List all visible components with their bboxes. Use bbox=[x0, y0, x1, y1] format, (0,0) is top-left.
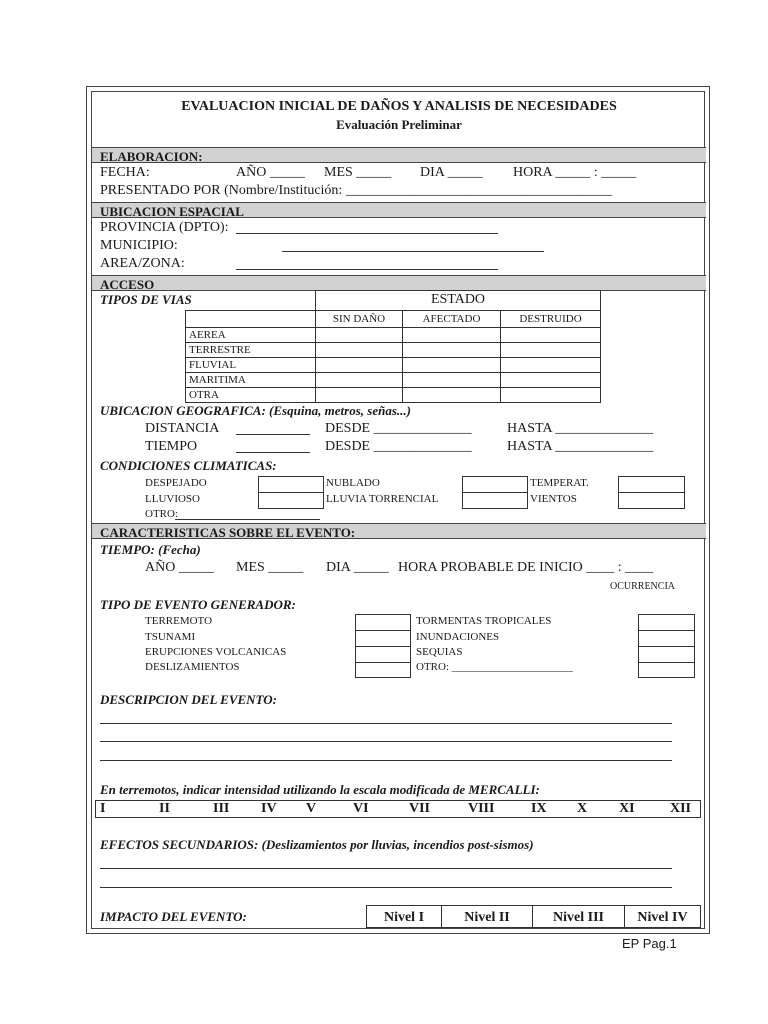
mercalli-label: En terremotos, indicar intensidad utilizando la escala modificada de MERCALLI: bbox=[100, 782, 540, 797]
vias-table bbox=[185, 310, 601, 403]
efectos-line-2[interactable] bbox=[100, 887, 672, 888]
temperat-checkbox[interactable] bbox=[618, 476, 685, 493]
desde-field-2[interactable]: DESDE ______________ bbox=[325, 439, 472, 454]
mercalli-iii[interactable]: III bbox=[213, 801, 230, 816]
col-afectado: AFECTADO bbox=[403, 311, 501, 328]
descripcion-label: DESCRIPCION DEL EVENTO: bbox=[100, 692, 277, 707]
municipio-label: MUNICIPIO: bbox=[100, 238, 178, 253]
tiempo-label: TIEMPO bbox=[145, 439, 198, 454]
cell[interactable] bbox=[316, 388, 403, 403]
form-subtitle: Evaluación Preliminar bbox=[336, 117, 462, 132]
terremoto-checkbox[interactable] bbox=[355, 614, 411, 631]
provincia-label: PROVINCIA (DPTO): bbox=[100, 220, 229, 235]
form-title: EVALUACION INICIAL DE DAÑOS Y ANALISIS DE NECESIDADES bbox=[181, 99, 617, 114]
mercalli-viii[interactable]: VIII bbox=[468, 801, 495, 816]
clima-label: CONDICIONES CLIMATICAS: bbox=[100, 458, 277, 473]
erupciones-label: ERUPCIONES VOLCANICAS bbox=[145, 646, 287, 658]
row-terrestre: TERRESTRE bbox=[186, 343, 316, 358]
efectos-label: EFECTOS SECUNDARIOS: (Deslizamientos por lluvias, incendios post-sismos) bbox=[100, 837, 534, 852]
tormentas-label: TORMENTAS TROPICALES bbox=[416, 615, 552, 627]
deslizamientos-checkbox[interactable] bbox=[355, 662, 411, 678]
cell[interactable] bbox=[403, 358, 501, 373]
tormentas-checkbox[interactable] bbox=[638, 614, 695, 631]
evento-tiempo-label: TIEMPO: (Fecha) bbox=[100, 542, 201, 557]
mes-field[interactable]: MES _____ bbox=[324, 165, 392, 180]
ubicacion-geo-label: UBICACION GEOGRAFICA: (Esquina, metros, señas...) bbox=[100, 403, 411, 418]
efectos-line-1[interactable] bbox=[100, 868, 672, 869]
tsunami-label: TSUNAMI bbox=[145, 631, 196, 643]
estado-label: ESTADO bbox=[430, 292, 486, 307]
cell[interactable] bbox=[316, 358, 403, 373]
cell[interactable] bbox=[403, 328, 501, 343]
dia-field[interactable]: DIA _____ bbox=[420, 165, 483, 180]
mercalli-v[interactable]: V bbox=[306, 801, 317, 816]
cell[interactable] bbox=[501, 373, 601, 388]
despejado-checkbox[interactable] bbox=[258, 476, 324, 493]
area-label: AREA/ZONA: bbox=[100, 256, 185, 271]
nivel-i[interactable]: Nivel I bbox=[366, 905, 442, 928]
mercalli-i[interactable]: I bbox=[100, 801, 106, 816]
mercalli-scale bbox=[95, 800, 701, 818]
descripcion-line-1[interactable] bbox=[100, 723, 672, 724]
col-destruido: DESTRUIDO bbox=[501, 311, 601, 328]
evento-ano-field[interactable]: AÑO _____ bbox=[145, 560, 214, 575]
distancia-input-line[interactable] bbox=[236, 434, 310, 435]
cell[interactable] bbox=[501, 358, 601, 373]
temperat-label: TEMPERAT. bbox=[530, 477, 589, 489]
cell[interactable] bbox=[501, 328, 601, 343]
cell[interactable] bbox=[403, 373, 501, 388]
tiempo-input-line[interactable] bbox=[236, 452, 310, 453]
nivel-ii[interactable]: Nivel II bbox=[441, 905, 533, 928]
descripcion-line-3[interactable] bbox=[100, 760, 672, 761]
municipio-input-line[interactable] bbox=[282, 251, 544, 252]
desde-field-1[interactable]: DESDE ______________ bbox=[325, 421, 472, 436]
otro-evento-checkbox[interactable] bbox=[638, 662, 695, 678]
cell[interactable] bbox=[403, 343, 501, 358]
presentado-field[interactable]: PRESENTADO POR (Nombre/Institución: ______________________________________ bbox=[100, 183, 612, 198]
tipo-evento-label: TIPO DE EVENTO GENERADOR: bbox=[100, 597, 296, 612]
vientos-checkbox[interactable] bbox=[618, 492, 685, 509]
col-sin-dano: SIN DAÑO bbox=[316, 311, 403, 328]
sequias-label: SEQUIAS bbox=[416, 646, 463, 658]
cell[interactable] bbox=[316, 328, 403, 343]
mercalli-x[interactable]: X bbox=[577, 801, 588, 816]
lluvia-torrencial-checkbox[interactable] bbox=[462, 492, 528, 509]
section-elaboracion: ELABORACION: bbox=[92, 147, 706, 163]
cell[interactable] bbox=[403, 388, 501, 403]
row-aerea: AEREA bbox=[186, 328, 316, 343]
hora-field[interactable]: HORA _____ : _____ bbox=[513, 165, 637, 180]
vientos-label: VIENTOS bbox=[530, 493, 577, 505]
otro-evento-field[interactable]: OTRO: ______________________ bbox=[416, 661, 573, 673]
row-fluvial: FLUVIAL bbox=[186, 358, 316, 373]
nivel-iii[interactable]: Nivel III bbox=[532, 905, 625, 928]
impacto-label: IMPACTO DEL EVENTO: bbox=[100, 909, 247, 924]
inundaciones-checkbox[interactable] bbox=[638, 630, 695, 647]
mercalli-xi[interactable]: XI bbox=[619, 801, 635, 816]
page-number: EP Pag.1 bbox=[622, 936, 677, 951]
row-maritima: MARITIMA bbox=[186, 373, 316, 388]
mercalli-vi[interactable]: VI bbox=[353, 801, 369, 816]
mercalli-xii[interactable]: XII bbox=[670, 801, 692, 816]
sequias-checkbox[interactable] bbox=[638, 646, 695, 663]
fecha-label: FECHA: bbox=[100, 165, 150, 180]
ocurrencia-label: OCURRENCIA bbox=[610, 581, 676, 592]
nublado-label: NUBLADO bbox=[326, 477, 380, 489]
hora-inicio-field[interactable]: HORA PROBABLE DE INICIO ____ : ____ bbox=[398, 560, 654, 575]
inundaciones-label: INUNDACIONES bbox=[416, 631, 500, 643]
nublado-checkbox[interactable] bbox=[462, 476, 528, 493]
mercalli-ii[interactable]: II bbox=[159, 801, 170, 816]
section-caracteristicas: CARACTERISTICAS SOBRE EL EVENTO: bbox=[92, 523, 706, 539]
hasta-field-1[interactable]: HASTA ______________ bbox=[507, 421, 654, 436]
nivel-iv[interactable]: Nivel IV bbox=[624, 905, 701, 928]
cell[interactable] bbox=[501, 343, 601, 358]
evento-dia-field[interactable]: DIA _____ bbox=[326, 560, 389, 575]
section-ubicacion: UBICACION ESPACIAL bbox=[92, 202, 706, 218]
tipos-vias-label: TIPOS DE VIAS bbox=[100, 292, 192, 307]
lluvia-torrencial-label: LLUVIA TORRENCIAL bbox=[326, 493, 439, 505]
cell[interactable] bbox=[316, 373, 403, 388]
mercalli-iv[interactable]: IV bbox=[261, 801, 277, 816]
ano-field[interactable]: AÑO _____ bbox=[236, 165, 305, 180]
deslizamientos-label: DESLIZAMIENTOS bbox=[145, 661, 240, 673]
descripcion-line-2[interactable] bbox=[100, 741, 672, 742]
tsunami-checkbox[interactable] bbox=[355, 630, 411, 647]
despejado-label: DESPEJADO bbox=[145, 477, 207, 489]
otro-clima-label: OTRO: bbox=[145, 508, 178, 520]
row-otra: OTRA bbox=[186, 388, 316, 403]
mercalli-ix[interactable]: IX bbox=[531, 801, 547, 816]
erupciones-checkbox[interactable] bbox=[355, 646, 411, 663]
lluvioso-checkbox[interactable] bbox=[258, 492, 324, 509]
hasta-field-2[interactable]: HASTA ______________ bbox=[507, 439, 654, 454]
area-input-line[interactable] bbox=[236, 269, 498, 270]
otro-clima-input-line[interactable] bbox=[175, 519, 320, 520]
mercalli-vii[interactable]: VII bbox=[409, 801, 431, 816]
distancia-label: DISTANCIA bbox=[145, 421, 220, 436]
evento-mes-field[interactable]: MES _____ bbox=[236, 560, 304, 575]
lluvioso-label: LLUVIOSO bbox=[145, 493, 200, 505]
terremoto-label: TERREMOTO bbox=[145, 615, 213, 627]
provincia-input-line[interactable] bbox=[236, 233, 498, 234]
cell[interactable] bbox=[501, 388, 601, 403]
section-acceso: ACCESO bbox=[92, 275, 706, 291]
cell[interactable] bbox=[316, 343, 403, 358]
